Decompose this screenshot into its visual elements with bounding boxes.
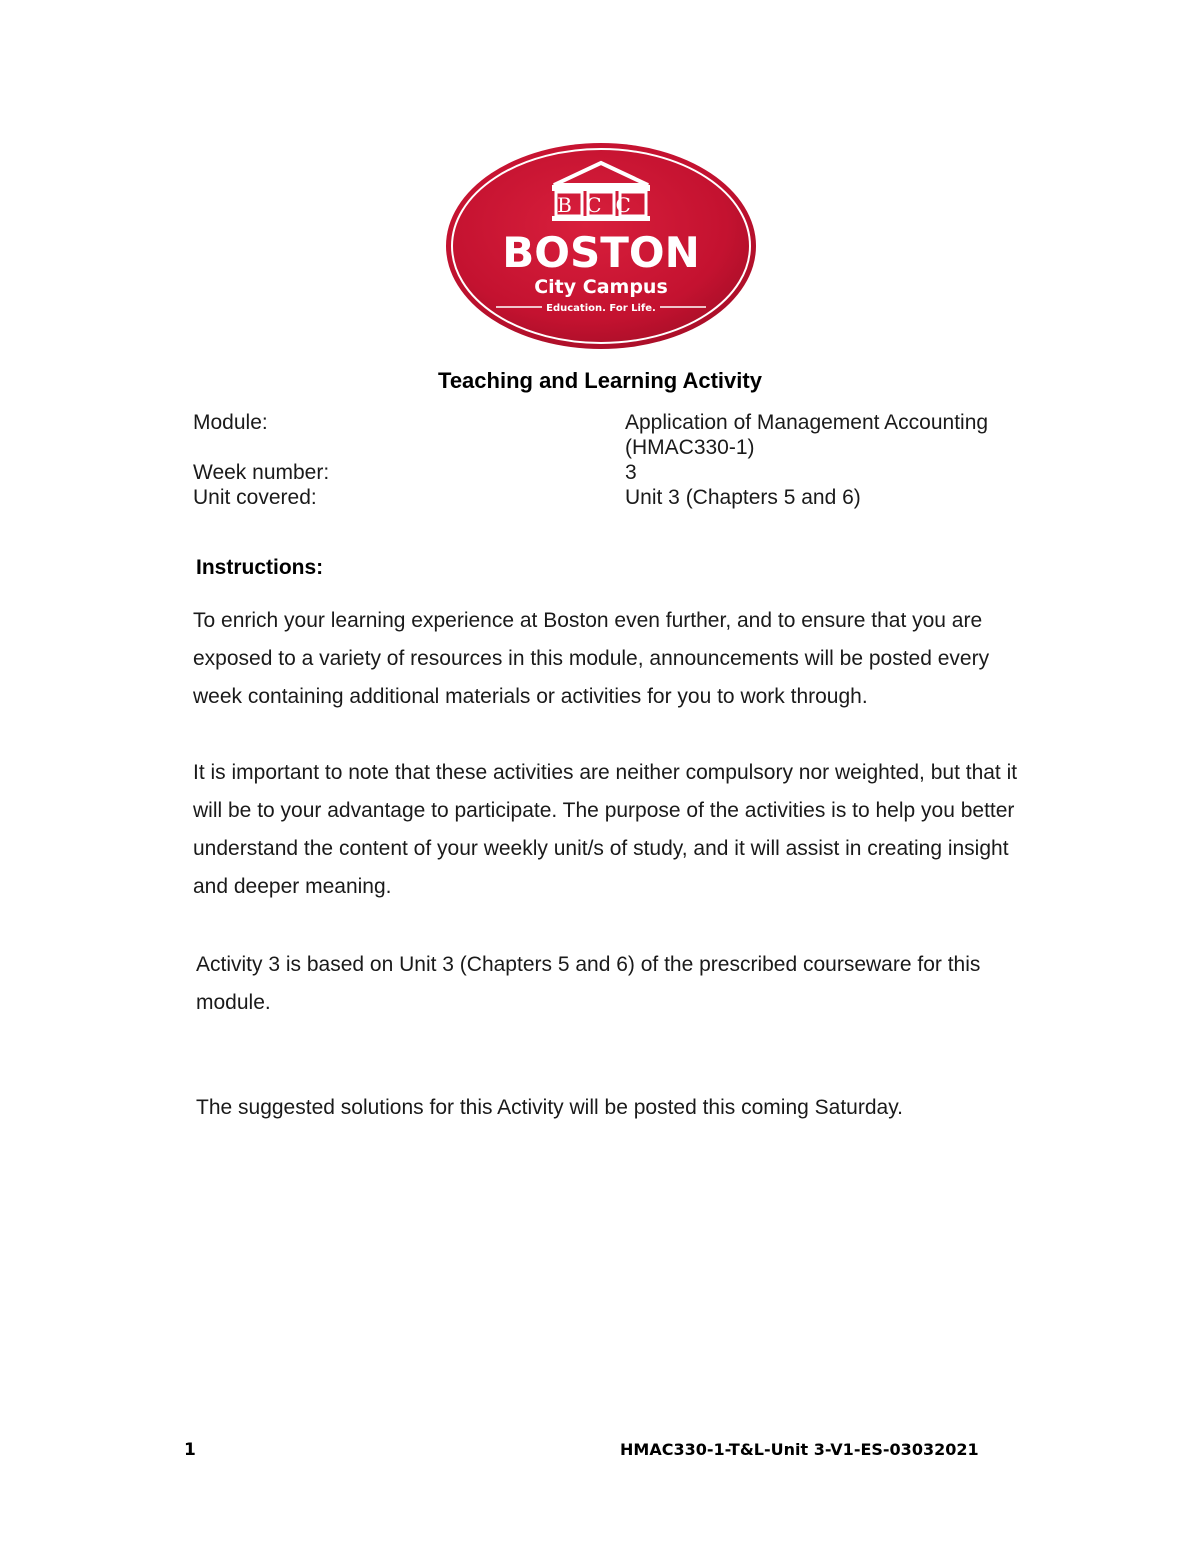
page-number: 1 xyxy=(184,1440,196,1460)
logo-initials: BCC xyxy=(557,193,645,217)
instructions-paragraph: The suggested solutions for this Activity will be posted this coming Saturday. xyxy=(196,1096,903,1119)
boston-city-campus-logo xyxy=(444,141,758,351)
unit-covered-label: Unit covered: xyxy=(193,486,317,509)
module-info xyxy=(193,410,1023,510)
logo-name: BOSTON xyxy=(502,228,700,277)
module-label: Module: xyxy=(193,411,268,434)
instructions-paragraph: To enrich your learning experience at Boston even further, and to ensure that you are exposed to a variety of resources in this module, announcements will be posted every week containing additional materials or activities for you to work through. xyxy=(193,609,990,708)
week-number-value: 3 xyxy=(625,461,637,484)
week-number-row xyxy=(193,460,1023,485)
unit-covered-row xyxy=(193,485,1023,510)
instructions-heading: Instructions: xyxy=(196,556,324,579)
instructions-paragraph: It is important to note that these activities are neither compulsory nor weighted, but that it will be to your advantage to participate. The purpose of the activities is to help you better understand the content of your weekly unit/s of study, and it will assist in creating insight and deeper meaning. xyxy=(193,761,1018,898)
week-number-label: Week number: xyxy=(193,461,330,484)
document-code: HMAC330-1-T&L-Unit 3-V1-ES-03032021 xyxy=(620,1440,979,1459)
logo-subname: City Campus xyxy=(534,276,668,298)
unit-covered-value: Unit 3 (Chapters 5 and 6) xyxy=(625,486,861,509)
module-value: Application of Management Accounting (HMAC330-1) xyxy=(625,411,989,459)
document-title: Teaching and Learning Activity xyxy=(438,368,762,393)
logo-tagline: Education. For Life. xyxy=(546,303,656,314)
module-row xyxy=(193,410,1023,460)
instructions-paragraph: Activity 3 is based on Unit 3 (Chapters 5 and 6) of the prescribed courseware for this module. xyxy=(196,953,981,1014)
